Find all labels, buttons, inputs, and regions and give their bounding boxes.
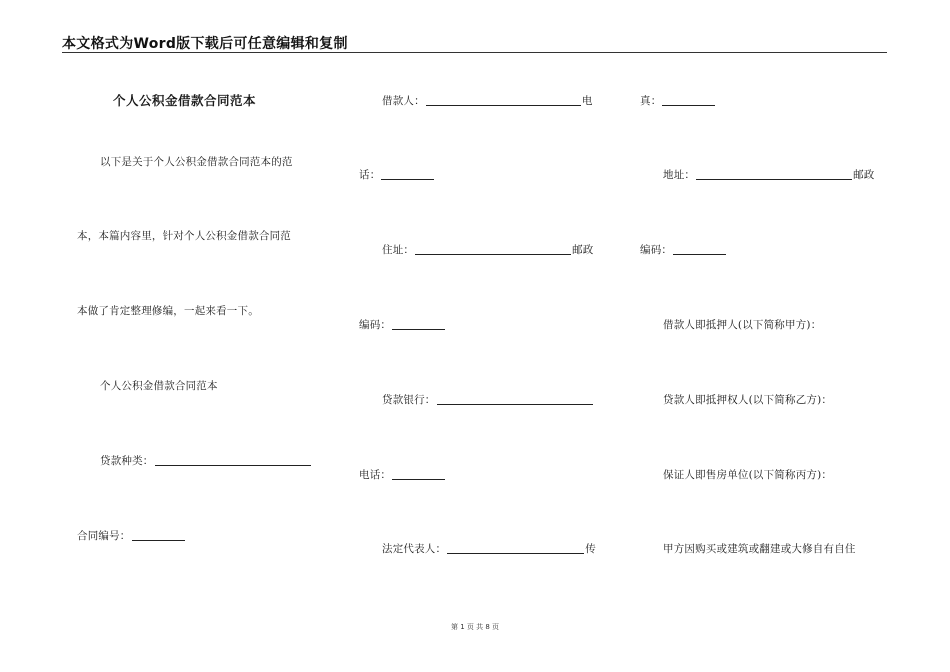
- legal-rep-field: [382, 542, 596, 556]
- page-number: 第 1 页 共 8 页: [450, 623, 500, 631]
- bank-postcode-field: [640, 243, 727, 257]
- borrower-postcode-blank: [392, 319, 445, 330]
- mortgagee-line: 贷款人即抵押权人(以下简称乙方)：: [663, 394, 833, 406]
- bank-field: [382, 393, 594, 407]
- intro-line-1: 以下是关于个人公积金借款合同范本的范: [100, 156, 293, 168]
- intro-line-3: 本做了肯定整理修编，一起来看一下。: [77, 305, 259, 317]
- bank-phone-field: [359, 468, 446, 482]
- loan-type-label: 贷款种类：: [100, 455, 154, 467]
- legal-rep-tail: 传: [585, 543, 596, 555]
- fax-label: 真：: [640, 95, 662, 107]
- bank-address-blank: [696, 169, 852, 180]
- borrower-label: 借款人：: [382, 95, 425, 107]
- borrower-postcode-field: [359, 318, 446, 332]
- borrower-field: [382, 94, 593, 108]
- borrower-phone-blank: [381, 169, 434, 180]
- loan-type-blank: [155, 455, 311, 466]
- intro-line-2: 本，本篇内容里，针对个人公积金借款合同范: [77, 230, 291, 242]
- document-header: 本文格式为Word版下载后可任意编辑和复制: [62, 36, 348, 52]
- borrower-postcode-label: 编码：: [359, 319, 392, 331]
- bank-address-label: 地址：: [663, 169, 696, 181]
- mortgagor-line: 借款人即抵押人(以下简称甲方)：: [663, 319, 822, 331]
- bank-address-field: [663, 168, 875, 182]
- bank-phone-blank: [392, 469, 445, 480]
- bank-phone-label: 电话：: [359, 469, 392, 481]
- purpose-line: 甲方因购买或建筑或翻建或大修自有自住: [663, 543, 856, 555]
- legal-rep-label: 法定代表人：: [382, 543, 447, 555]
- guarantor-line: 保证人即售房单位(以下简称丙方)：: [663, 469, 833, 481]
- bank-postcode-label: 编码：: [640, 244, 673, 256]
- loan-type-field: [100, 454, 312, 468]
- fax-field: [640, 94, 716, 108]
- borrower-address-blank: [415, 244, 571, 255]
- bank-label: 贷款银行：: [382, 394, 436, 406]
- borrower-address-label: 住址：: [382, 244, 415, 256]
- borrower-tail: 电: [581, 95, 593, 107]
- borrower-address-tail: 邮政: [572, 244, 594, 256]
- doc-title: 个人公积金借款合同范本: [113, 93, 257, 108]
- bank-postcode-blank: [673, 244, 726, 255]
- contract-no-label: 合同编号：: [77, 530, 131, 542]
- contract-no-blank: [132, 530, 185, 541]
- borrower-blank: [426, 95, 581, 106]
- bank-address-tail: 邮政: [853, 169, 875, 181]
- borrower-phone-field: [359, 168, 435, 182]
- sub-title: 个人公积金借款合同范本: [100, 380, 218, 392]
- header-divider: [62, 52, 887, 53]
- borrower-phone-label: 话：: [359, 169, 381, 181]
- legal-rep-blank: [447, 543, 584, 554]
- borrower-address-field: [382, 243, 594, 257]
- contract-no-field: [77, 529, 186, 543]
- fax-blank: [662, 95, 715, 106]
- bank-blank: [437, 394, 593, 405]
